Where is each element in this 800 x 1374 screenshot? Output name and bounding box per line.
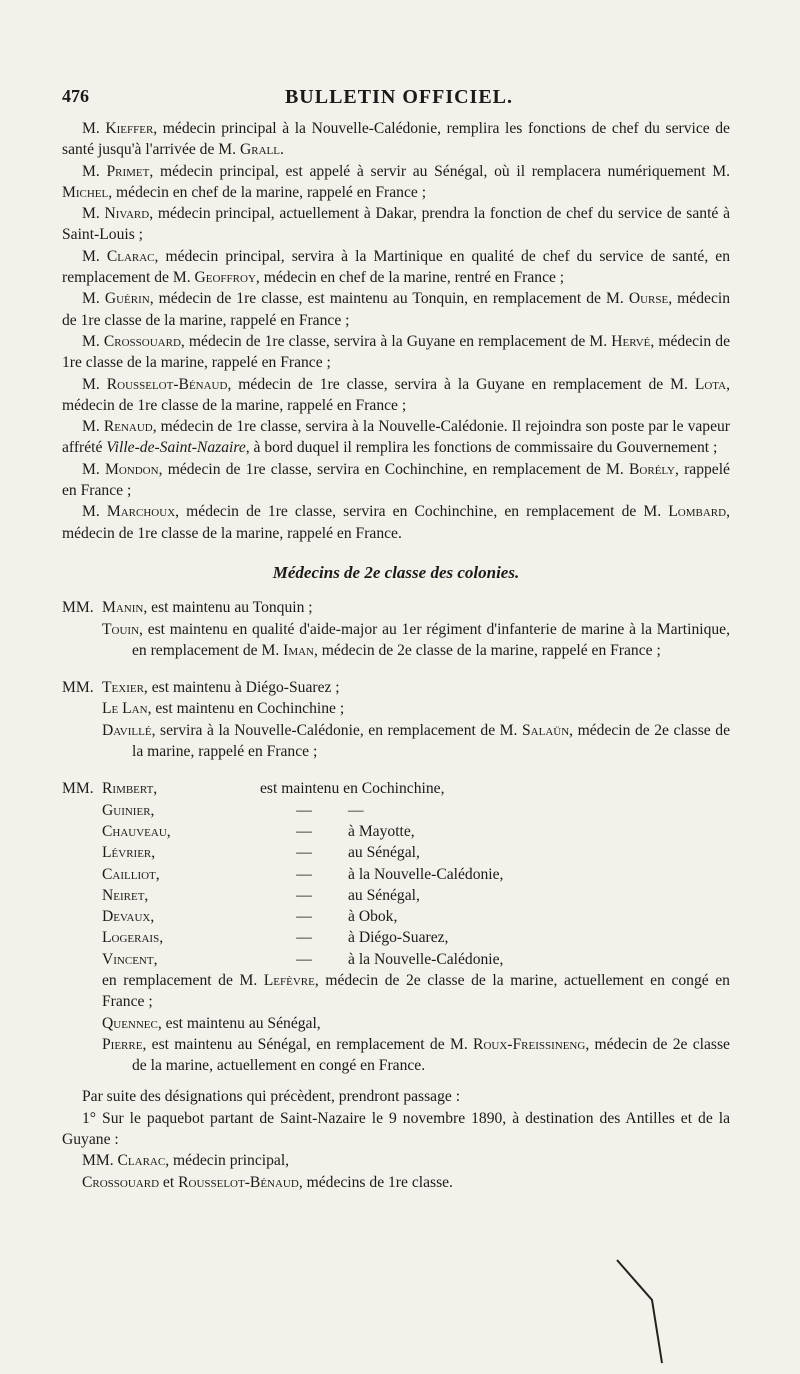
group-2-items [102,677,730,762]
text-run: Hervé [611,332,651,350]
assignment-row [102,800,503,821]
document-body [62,118,730,1193]
text-run: Borély [629,460,675,478]
text-run: , médecin principal, [165,1152,290,1170]
text-run: Michel [62,183,109,201]
text-run: et [159,1173,179,1191]
text-run: M. [82,162,107,180]
text-run: , médecin de 2e classe de la marine, actuellement en congé en France. [132,1035,730,1075]
section-title: Médecins de 2e classe des colonies. [272,562,520,582]
text-run: Crossouard [103,332,181,350]
assignment-destination: — [348,801,364,819]
text-run: Clarac [106,247,155,265]
text-run: Geoffroy [194,269,256,287]
ditto-mark: — [296,908,312,926]
text-run: Salaün [521,721,570,739]
assignment-row [102,906,503,927]
page-number: 476 [62,86,89,106]
text-run: , médecin principal, est appelé à servir au Sénégal, où il remplacera numériquement M. [149,162,730,180]
mm-label: MM. [62,599,94,617]
appointment-group-2 [62,677,730,762]
assignment-destination: à la Nouvelle-Calédonie, [348,950,504,968]
ditto-mark: — [296,865,312,883]
closing-paragraphs [62,1086,730,1192]
text-run: Ville-de-Saint-Nazaire [106,439,246,457]
text-run: M. [82,332,104,350]
appointment-paragraph [62,118,730,161]
text-run: , médecin de 1re classe, servira à la Guyane en remplacement de M. [227,375,695,393]
appointment-item [102,677,730,698]
text-run: Crossouard [82,1173,160,1191]
assignment-destination: à Obok, [348,908,398,926]
text-run: Manin [102,599,144,617]
text-run: M. [82,205,105,223]
text-run: , médecin de 2e classe de la marine, actuellement en congé en France ; [102,971,730,1011]
assignment-destination: à la Nouvelle-Calédonie, [348,865,504,883]
mm-label: MM. [62,780,94,798]
text-run: , est maintenu au Sénégal, [157,1014,321,1032]
text-run: Grall [239,141,280,159]
assignment-row [102,864,503,885]
appointment-item [102,619,730,662]
text-run: Touin [102,620,140,638]
text-run: , servira à la Nouvelle-Calédonie, en remplacement de M. [151,721,522,739]
assignment-name: Chauveau, [102,822,171,840]
assignment-destination: à Diégo-Suarez, [348,929,449,947]
closing-paragraph [62,1086,730,1107]
assignment-destination: à Mayotte, [348,822,415,840]
text-run: . [279,141,284,159]
appointment-item [102,698,730,719]
text-run: , est maintenu en Cochinchine ; [147,700,345,718]
text-run: Kieffer [105,120,154,137]
text-run: Renaud [103,418,153,436]
text-run: Rousselot-Bénaud [178,1173,299,1191]
text-run: Pierre [102,1035,143,1053]
text-run: Davillé [102,721,152,739]
assignment-name: Logerais, [102,929,164,947]
text-run: , médecin de 1re classe, servira en Cochinchine, en remplacement de M. [175,503,669,521]
ditto-mark: — [296,950,312,968]
text-run: , rappelé en France ; [62,460,730,500]
page-header [62,86,736,112]
ditto-mark: — [296,822,312,840]
appointment-paragraph [62,161,730,204]
text-run: MM. [82,1152,118,1170]
assignment-row [102,949,503,970]
appointment-paragraph [62,246,730,289]
text-run: Lefèvre [263,971,315,989]
text-run: M. [82,247,107,265]
text-run: Lombard [668,503,727,521]
text-run: Quennec [102,1014,158,1032]
text-run: Roux-Freissineng [473,1035,586,1053]
text-run: , médecin de 1re classe de la marine, rappelé en France. [62,503,730,542]
text-run: , médecin principal à la Nouvelle-Calédonie, remplira les fonctions de chef du service de santé jusqu'à l'arrivée de M. [62,120,730,159]
text-run: , médecin en chef de la marine, rappelé en France ; [108,183,427,201]
page-title: BULLETIN OFFICIEL. [284,86,514,108]
appointment-paragraph [62,331,730,374]
closing-paragraph [62,1108,730,1151]
assignment-row [102,842,503,863]
text-run: M. [82,503,107,521]
assignment-row [102,927,503,948]
assignment-name: Lévrier, [102,844,156,862]
appointment-paragraphs [62,118,730,544]
text-run: M. [82,375,107,393]
assignment-name: Guinier, [102,801,155,819]
assignment-destination: au Sénégal, [348,844,420,862]
text-run: , médecin en chef de la marine, rentré en France ; [255,269,565,287]
text-run: Le Lan [102,700,148,718]
text-run: , médecin de 1re classe, servira à la Nouvelle-Calédonie. Il rejoindra son poste par le vapeur affrété [62,418,730,457]
group-3-more [102,1013,730,1077]
assignment-name: Vincent, [102,950,158,968]
text-run: , est maintenu au Sénégal, en remplacement de M. [142,1035,474,1053]
assignment-list [102,778,503,970]
text-run: 1° Sur le paquebot partant de Saint-Nazaire le 9 novembre 1890, à destination des Antilles et de la Guyane : [62,1109,730,1149]
text-run: M. [82,418,104,436]
text-run: , est maintenu à Diégo-Suarez ; [143,679,340,697]
group-3-items [102,778,730,1076]
text-run: Primet [106,162,150,180]
appointment-item [102,1013,730,1034]
text-run: , médecin de 2e classe de la marine, rappelé en France ; [132,721,730,761]
assignment-destination: est maintenu en Cochinchine, [260,780,445,798]
text-run: , médecin principal, actuellement à Dakar, prendra la fonction de chef du service de santé à Saint-Louis ; [62,205,730,244]
appointment-item [102,1034,730,1077]
appointment-group-3 [62,778,730,1076]
text-run: M. [82,290,105,308]
assignment-name: Rimbert, [102,780,158,798]
mm-label: MM. [62,679,94,697]
text-run: , à bord duquel il remplira les fonctions de commissaire du Gouvernement ; [245,439,718,457]
text-run: , médecins de 1re classe. [298,1173,453,1191]
text-run: , médecin de 1re classe de la marine, rappelé en France ; [62,332,731,372]
assignment-row [102,885,503,906]
text-run: Mondon [104,460,159,478]
closing-paragraph [62,1172,730,1193]
appointment-paragraph [62,288,730,331]
text-run: Texier [102,679,144,697]
appointment-item [102,597,730,618]
text-run: , médecin de 2e classe de la marine, rappelé en France ; [314,641,661,659]
text-run: , médecin principal, servira à la Martinique en qualité de chef du service de santé, en remplacement de M. [62,247,731,287]
appointment-paragraph [62,459,730,502]
appointment-paragraph [62,501,730,544]
text-run: Guérin [104,290,150,308]
text-run: , médecin de 1re classe, servira en Cochinchine, en remplacement de M. [158,460,630,478]
group-3-continuation [102,970,730,1013]
ditto-mark: — [296,886,312,904]
appointment-paragraph [62,374,730,417]
text-run: Ourse [628,290,669,308]
appointment-paragraph [62,416,730,459]
assignment-name: Devaux, [102,908,155,926]
text-run: Iman [283,641,314,659]
text-run: Clarac [117,1152,166,1170]
text-run: , médecin de 1re classe de la marine, rappelé en France ; [62,375,730,414]
text-run: , est maintenu en qualité d'aide-major au 1er régiment d'infanterie de marine à la Martinique, en remplacement de M. [132,620,730,659]
appointment-item [102,720,730,763]
ink-mark [612,1255,672,1365]
text-run: , médecin de 1re classe, servira à la Guyane en remplacement de M. [180,332,612,350]
text-run: , médecin de 1re classe, est maintenu au Tonquin, en remplacement de M. [149,290,629,308]
ditto-mark: — [296,801,312,819]
assignment-destination: au Sénégal, [348,886,420,904]
closing-paragraph [62,1150,730,1171]
text-run: M. [82,120,106,137]
appointment-paragraph [62,203,730,246]
assignment-row [102,821,503,842]
text-run: Lota [694,375,727,393]
ditto-mark: — [296,844,312,862]
group-1-items [102,597,730,661]
text-run: Rousselot-Bénaud [106,375,228,393]
ditto-mark: — [296,929,312,947]
assignment-name: Cailliot, [102,865,160,883]
appointment-group-1 [62,597,730,661]
assignment-row [102,778,503,799]
assignment-name: Neiret, [102,886,149,904]
text-run: Nivard [104,205,150,223]
text-run: M. [82,460,105,478]
text-run: Par suite des désignations qui précèdent, prendront passage : [82,1088,461,1106]
text-run: Marchoux [106,503,176,521]
text-run: en remplacement de M. [102,971,264,989]
text-run: , médecin de 1re classe de la marine, rappelé en France ; [62,290,730,329]
text-run: , est maintenu au Tonquin ; [143,599,313,617]
